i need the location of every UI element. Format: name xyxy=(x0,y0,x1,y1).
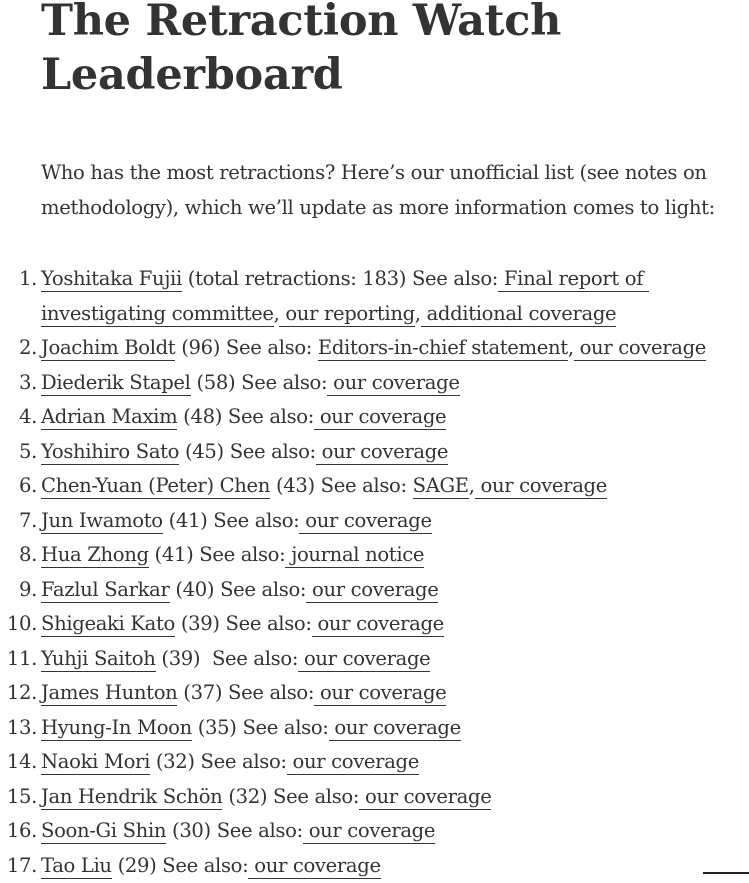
see-also-link[interactable]: Editors-in-chief statement xyxy=(318,336,568,361)
leaderboard-entry xyxy=(41,573,749,608)
retraction-count-text: (40) See also: xyxy=(170,578,307,601)
leaderboard-entry xyxy=(41,814,749,849)
retraction-count-text: (45) See also: xyxy=(179,440,316,463)
retraction-count-text: (41) See also: xyxy=(149,543,286,566)
leaderboard-entry xyxy=(41,711,749,746)
see-also-link[interactable]: our coverage xyxy=(298,647,430,672)
see-also-link[interactable]: SAGE xyxy=(413,474,469,499)
researcher-name-link[interactable]: Chen-Yuan (Peter) Chen xyxy=(41,474,270,499)
see-also-link[interactable]: our coverage xyxy=(314,681,446,706)
retraction-count-text: (32) See also: xyxy=(222,785,359,808)
rank-number: 4. xyxy=(19,400,37,435)
retraction-count-text: (39) See also: xyxy=(156,647,299,670)
see-also-link[interactable]: our coverage xyxy=(312,612,444,637)
leaderboard-entry xyxy=(41,262,749,331)
retraction-count-text: (96) See also: xyxy=(175,336,318,359)
rank-number: 16. xyxy=(7,814,37,849)
rank-number: 3. xyxy=(19,366,37,401)
separator: , xyxy=(415,302,421,325)
retraction-count-text: (total retractions: 183) See also: xyxy=(182,267,498,290)
leaderboard-entry xyxy=(41,607,749,642)
rank-number: 17. xyxy=(7,849,37,883)
see-also-link[interactable]: our coverage xyxy=(329,716,461,741)
researcher-name-link[interactable]: Diederik Stapel xyxy=(41,371,191,396)
leaderboard-entry xyxy=(41,366,749,401)
see-also-link[interactable]: our coverage xyxy=(314,405,446,430)
researcher-name-link[interactable]: Tao Liu xyxy=(41,854,112,879)
researcher-name-link[interactable]: Jun Iwamoto xyxy=(41,509,163,534)
rank-number: 11. xyxy=(7,642,37,677)
researcher-name-link[interactable]: Yoshitaka Fujii xyxy=(41,267,182,292)
researcher-name-link[interactable]: James Hunton xyxy=(41,681,177,706)
see-also-link[interactable]: our coverage xyxy=(306,578,438,603)
rank-number: 12. xyxy=(7,676,37,711)
researcher-name-link[interactable]: Hua Zhong xyxy=(41,543,149,568)
rank-number: 2. xyxy=(19,331,37,366)
leaderboard-entry xyxy=(41,642,749,677)
leaderboard-entry xyxy=(41,504,749,539)
see-also-link[interactable]: our coverage xyxy=(299,509,431,534)
retraction-count-text: (29) See also: xyxy=(112,854,249,877)
leaderboard-entry xyxy=(41,331,749,366)
leaderboard-entry xyxy=(41,780,749,815)
rank-number: 7. xyxy=(19,504,37,539)
see-also-link[interactable]: our coverage xyxy=(316,440,448,465)
separator: , xyxy=(274,302,280,325)
retraction-count-text: (41) See also: xyxy=(163,509,300,532)
researcher-name-link[interactable]: Soon-Gi Shin xyxy=(41,819,166,844)
researcher-name-link[interactable]: Shigeaki Kato xyxy=(41,612,175,637)
leaderboard-entry xyxy=(41,400,749,435)
retraction-count-text: (32) See also: xyxy=(150,750,287,773)
see-also-link[interactable]: our coverage xyxy=(327,371,459,396)
see-also-link[interactable]: our coverage xyxy=(574,336,706,361)
separator: , xyxy=(469,474,475,497)
leaderboard-entry xyxy=(41,849,749,883)
rank-number: 14. xyxy=(7,745,37,780)
retraction-count-text: (48) See also: xyxy=(177,405,314,428)
retraction-count-text: (37) See also: xyxy=(177,681,314,704)
see-also-link[interactable]: Final report of investigating committee xyxy=(41,267,649,327)
rank-number: 5. xyxy=(19,435,37,470)
researcher-name-link[interactable]: Jan Hendrik Schön xyxy=(41,785,222,810)
leaderboard-entry xyxy=(41,745,749,780)
see-also-link[interactable]: our coverage xyxy=(359,785,491,810)
rank-number: 9. xyxy=(19,573,37,608)
researcher-name-link[interactable]: Yoshihiro Sato xyxy=(41,440,179,465)
rank-number: 8. xyxy=(19,538,37,573)
retraction-count-text: (30) See also: xyxy=(166,819,303,842)
researcher-name-link[interactable]: Yuhji Saitoh xyxy=(41,647,156,672)
researcher-name-link[interactable]: Joachim Boldt xyxy=(41,336,175,361)
rank-number: 6. xyxy=(19,469,37,504)
retraction-count-text: (35) See also: xyxy=(192,716,329,739)
researcher-name-link[interactable]: Fazlul Sarkar xyxy=(41,578,170,603)
see-also-link[interactable]: our coverage xyxy=(303,819,435,844)
leaderboard-list xyxy=(41,262,749,883)
retraction-count-text: (58) See also: xyxy=(191,371,328,394)
separator: , xyxy=(568,336,574,359)
rank-number: 1. xyxy=(19,262,37,297)
see-also-link[interactable]: our coverage xyxy=(287,750,419,775)
rank-number: 13. xyxy=(7,711,37,746)
researcher-name-link[interactable]: Hyung-In Moon xyxy=(41,716,192,741)
rank-number: 15. xyxy=(7,780,37,815)
leaderboard-entry xyxy=(41,676,749,711)
researcher-name-link[interactable]: Adrian Maxim xyxy=(41,405,177,430)
see-also-link[interactable]: our coverage xyxy=(475,474,607,499)
intro-paragraph: Who has the most retractions? Here’s our unofficial list (see notes on methodology), which we’ll update as more information comes to light: xyxy=(41,156,749,225)
page-title: The Retraction Watch Leaderboard xyxy=(41,0,741,102)
see-also-link[interactable]: additional coverage xyxy=(421,302,617,327)
retraction-count-text: (39) See also: xyxy=(175,612,312,635)
leaderboard-entry xyxy=(41,469,749,504)
leaderboard-entry xyxy=(41,435,749,470)
see-also-link[interactable]: journal notice xyxy=(285,543,424,568)
see-also-link[interactable]: our coverage xyxy=(248,854,380,879)
researcher-name-link[interactable]: Naoki Mori xyxy=(41,750,150,775)
leaderboard-entry xyxy=(41,538,749,573)
retraction-count-text: (43) See also: xyxy=(270,474,413,497)
see-also-link[interactable]: our reporting xyxy=(279,302,414,327)
rank-number: 10. xyxy=(7,607,37,642)
